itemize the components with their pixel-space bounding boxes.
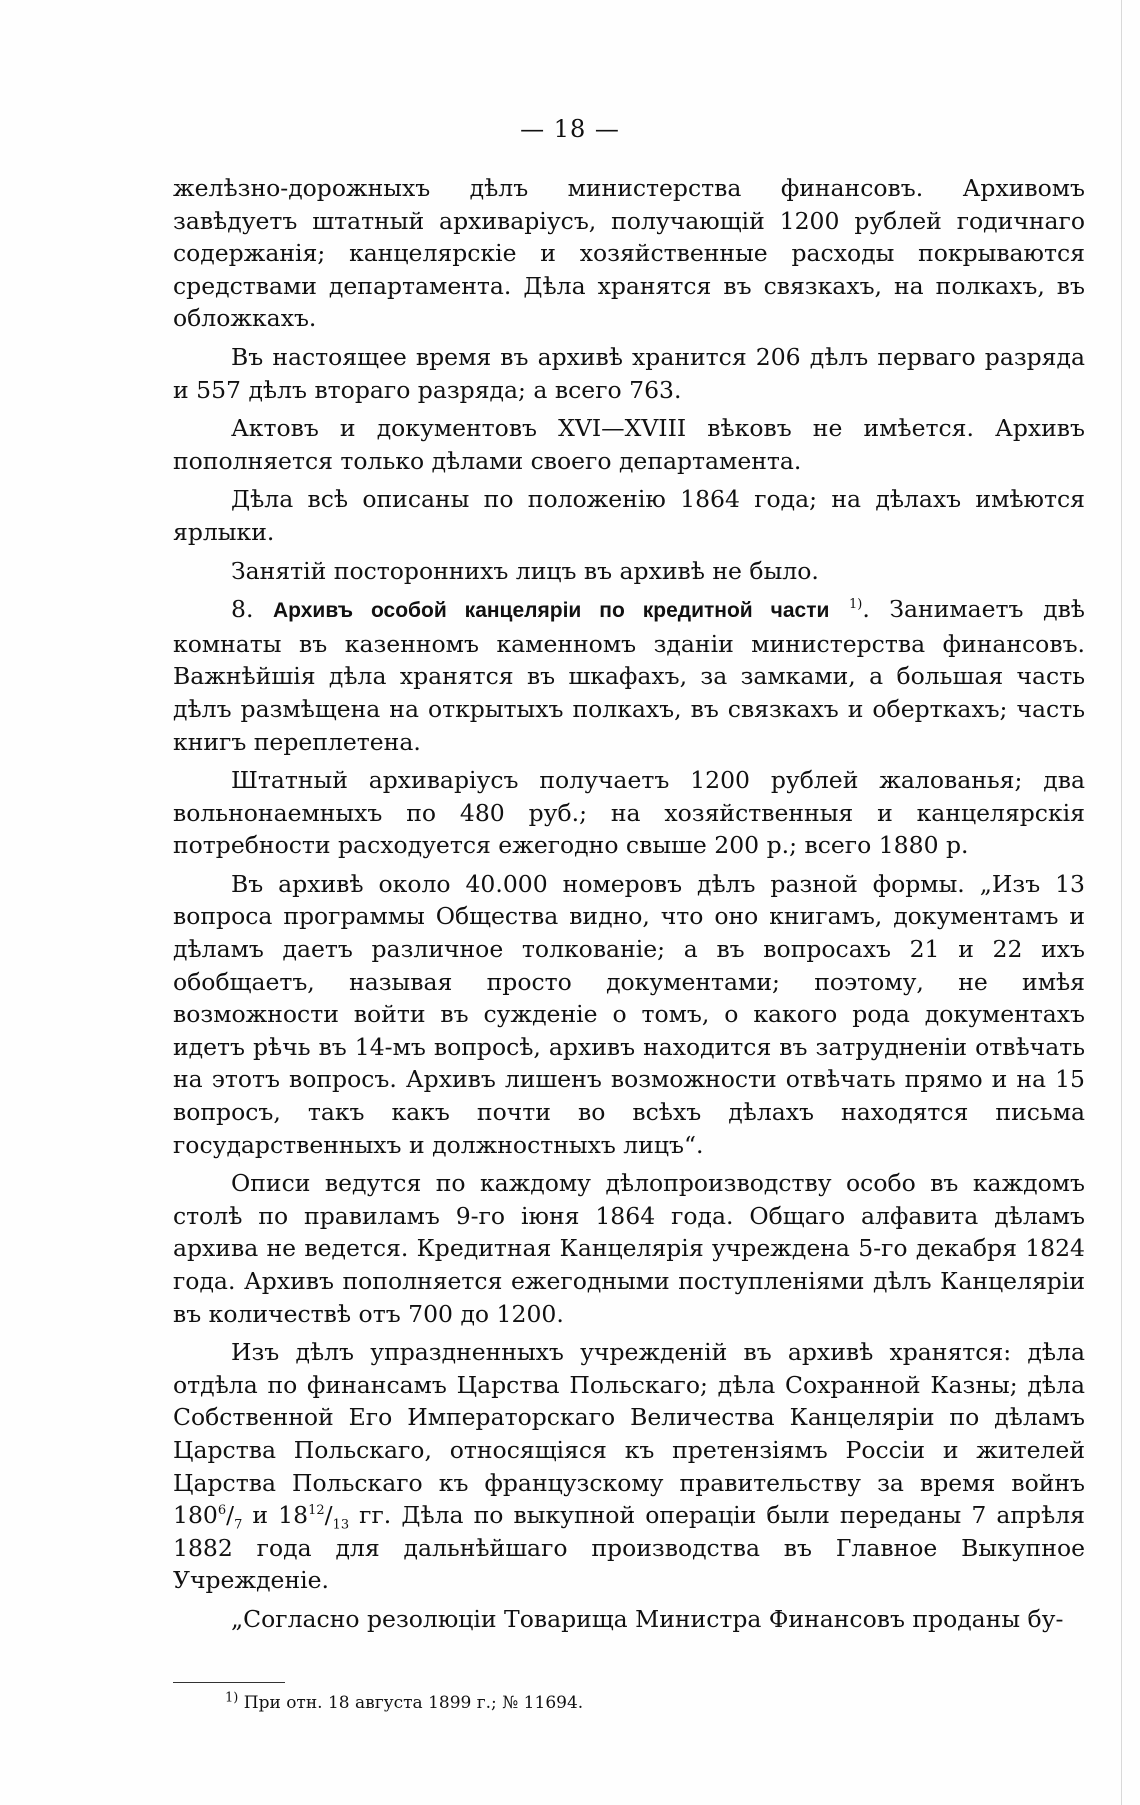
section-heading: Архивъ особой канцеляріи по кредитной части [273,599,830,623]
fraction-numerator: 12 [308,1503,325,1519]
paragraph-8: Въ архивѣ около 40.000 номеровъ дѣлъ разной формы. „Изъ 13 вопроса программы Общества видно, что оно книгамъ, документамъ и дѣламъ даетъ различное толкованіе; а въ вопросахъ 21 и 22 ихъ обобщаетъ, называя просто документами; поэтому, не имѣя возможности войти въ сужденіе о томъ, о какого рода документахъ идетъ рѣчь въ 14-мъ вопросѣ, архивъ находится въ затрудненіи отвѣчать на этотъ вопросъ. Архивъ лишенъ возможности отвѣчать прямо и на 15 вопросъ, такъ какъ почти во всѣхъ дѣлахъ находятся письма государственныхъ и должностныхъ лицъ“. [173,869,1085,1159]
footnote [225,1692,1025,1714]
paragraph-5: Занятій постороннихъ лицъ въ архивѣ не было. [231,556,819,585]
footnote-divider [173,1682,285,1683]
paragraph-9: Описи ведутся по каждому дѣлопроизводству особо въ каждомъ столѣ по правиламъ 9-го іюня 1864 года. Общаго алфавита дѣламъ архива не ведется. Кредитная Канцелярія учреждена 5-го декабря 1824 года. Архивъ пополняется ежегодными поступленіями дѣлъ Канцеляріи въ количествѣ отъ 700 до 1200. [173,1169,1085,1328]
body-text [173,172,1085,1642]
fraction-numerator: 6 [217,1503,227,1519]
fraction-denominator: 13 [332,1517,350,1533]
paragraph-7: Штатный архиваріусъ получаетъ 1200 рублей жалованья; два вольнонаемныхъ по 480 руб.; на хозяйственныя и канцелярскія потребности расходуется ежегодно свыше 200 р.; всего 1880 р. [173,766,1085,860]
section-number: 8. [231,595,254,624]
paragraph-6-text: . Занимаетъ двѣ комнаты въ казенномъ каменномъ зданіи министерства финансовъ. Важнѣйшія дѣла хранятся въ шкафахъ, за замками, а большая часть дѣлъ размѣщена на открытыхъ полкахъ, въ связкахъ и оберткахъ; часть книгъ переплетена. [173,595,1085,756]
paragraph-3: Актовъ и документовъ XVI—XVIII вѣковъ не имѣется. Архивъ пополняется только дѣлами своего департамента. [173,414,1085,475]
paragraph-10-part-c: гг. Дѣла по выкупной операціи были переданы 7 апрѣля 1882 года для дальнѣйшаго производства въ Главное Выкупное Учрежденіе. [173,1501,1085,1595]
footnote-mark: 1) [225,1690,239,1706]
paragraph-10-part-a: Изъ дѣлъ упраздненныхъ учрежденій въ архивѣ хранятся: дѣла отдѣла по финансамъ Царства Польскаго; дѣла Сохранной Казны; дѣла Собственной Его Императорскаго Величества Канцеляріи по дѣламъ Царства Польскаго, относящіяся къ претензіямъ Россіи и жителей Царства Польскаго къ французскому правительству за время войнъ 180 [173,1338,1085,1530]
paragraph-6 [173,593,1085,758]
page-number: — 18 — [520,115,620,143]
paragraph-4: Дѣла всѣ описаны по положенію 1864 года; на дѣлахъ имѣются ярлыки. [173,485,1085,546]
footnote-reference: 1) [848,597,863,613]
paragraph-10: Изъ дѣлъ упраздненныхъ учрежденій въ архивѣ хранятся: дѣла отдѣла по финансамъ Царства Польскаго; дѣла Сохранной Казны; дѣла Собственной Его Императорскаго Величества Канцеляріи по дѣламъ Царства Польскаго, относящіяся къ претензіямъ Россіи и жителей Царства Польскаго къ французскому правительству за время войнъ $180^6/_7$ и $18^{12}/_{13}$ гг. Дѣла по выкупной операціи были переданы 7 апрѣля 1882 года для дальнѣйшаго производства въ Главное Выкупное Учрежденіе. [173,1338,1085,1595]
paragraph-2: Въ настоящее время въ архивѣ хранится 206 дѣлъ перваго разряда и 557 дѣлъ втораго разряда; а всего 763. [173,342,1085,404]
paragraph-10-part-b: и 18 [242,1501,309,1530]
page-edge-line [1121,0,1122,1805]
paragraph-11: „Согласно резолюціи Товарища Министра Финансовъ проданы бу- [231,1604,1064,1633]
fraction-denominator: 7 [234,1517,243,1533]
paragraph-1: желѣзно-дорожныхъ дѣлъ министерства финансовъ. Архивомъ завѣдуетъ штатный архиваріусъ, получающій 1200 рублей годичнаго содержанія; канцелярскіе и хозяйственные расходы покрываются средствами департамента. Дѣла хранятся въ связкахъ, на полкахъ, въ обложкахъ. [173,174,1085,333]
footnote-text: При отн. 18 августа 1899 г.; № 11694. [238,1693,584,1713]
